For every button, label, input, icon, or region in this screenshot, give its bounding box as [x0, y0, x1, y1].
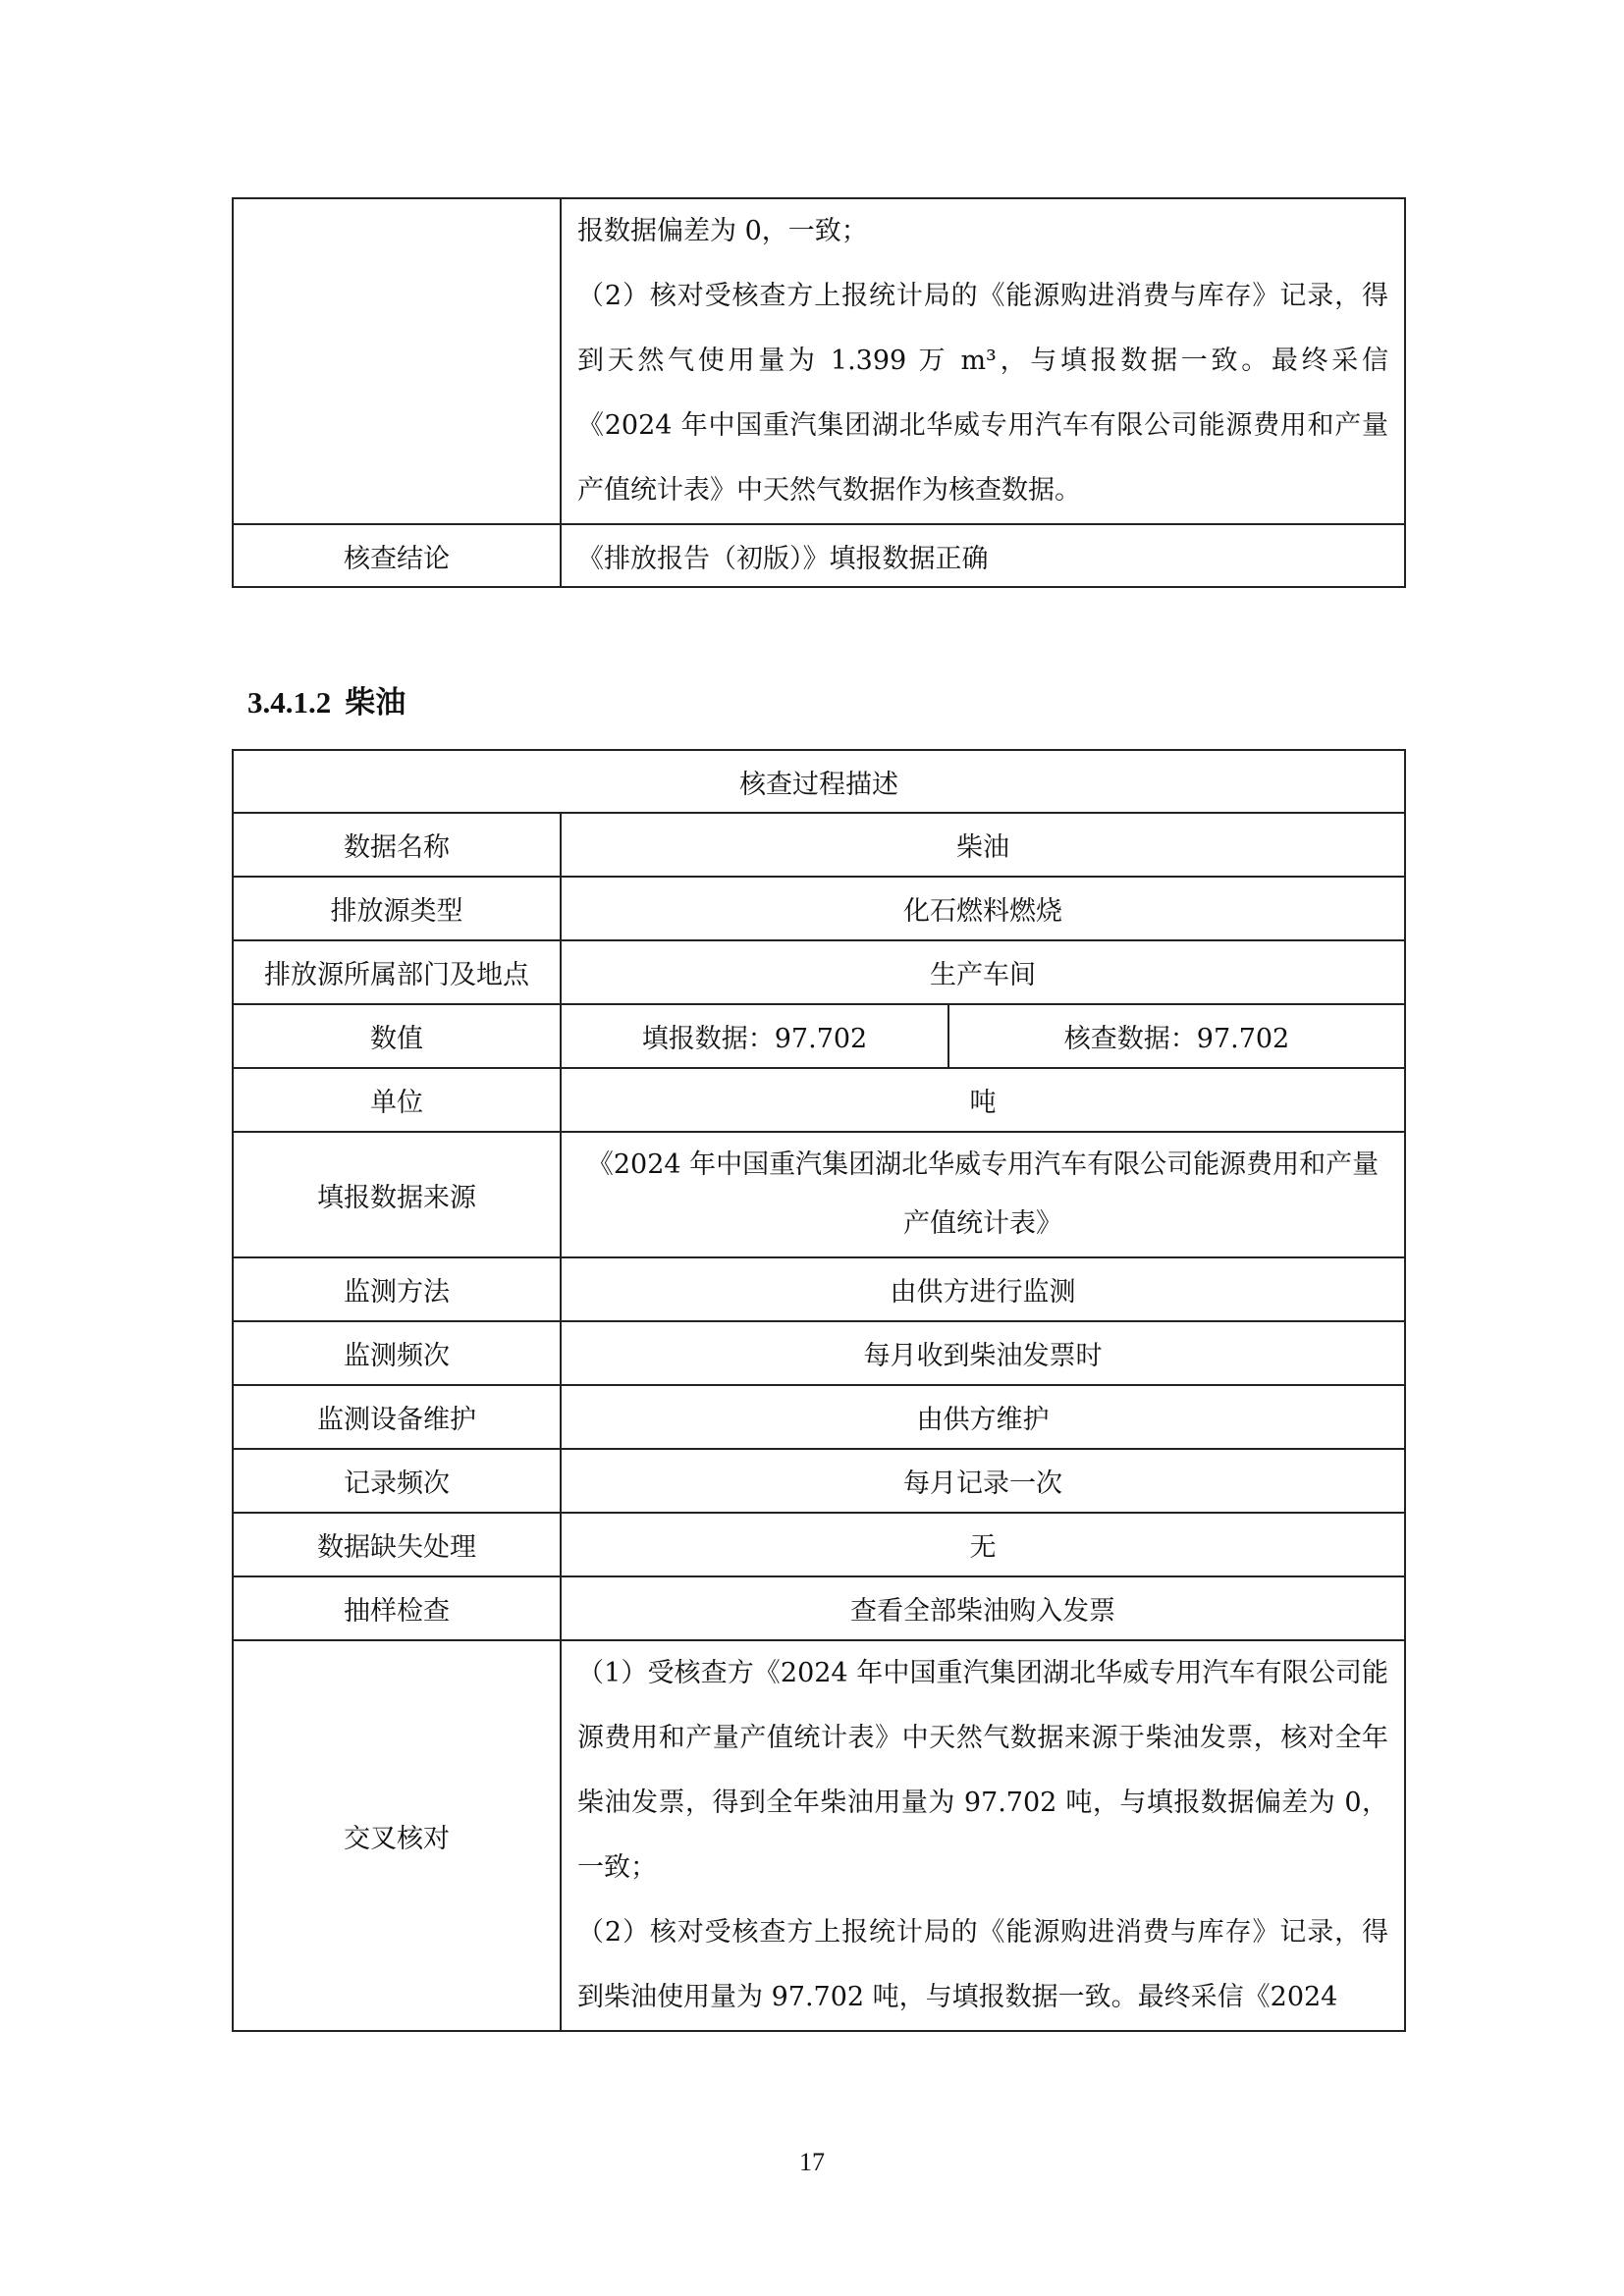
row-label: 抽样检查 [233, 1576, 561, 1640]
row-label: 监测设备维护 [233, 1385, 561, 1449]
row-label: 数据名称 [233, 813, 561, 877]
cross-check-paragraph: （2）核对受核查方上报统计局的《能源购进消费与库存》记录，得到柴油使用量为 97.702 吨，与填报数据一致。最终采信《2024 [577, 1917, 1389, 2012]
table-row [233, 1257, 1405, 1321]
row-label: 排放源所属部门及地点 [233, 940, 561, 1004]
row-value: 生产车间 [561, 940, 1405, 1004]
table-row [233, 1513, 1405, 1576]
numeric-value-row [233, 1004, 1405, 1068]
conclusion-label: 核查结论 [233, 524, 561, 587]
table-row [233, 1321, 1405, 1385]
conclusion-row [233, 524, 1405, 587]
cross-check-cell [561, 198, 1405, 524]
row-label: 监测方法 [233, 1257, 561, 1321]
table-row [233, 1068, 1405, 1132]
conclusion-value: 《排放报告（初版）》填报数据正确 [561, 524, 1405, 587]
row-label: 数值 [233, 1004, 561, 1068]
row-value: 由供方进行监测 [561, 1257, 1405, 1321]
table-row [233, 940, 1405, 1004]
diesel-verification-table [232, 749, 1406, 2032]
cross-check-paragraph: （2）核对受核查方上报统计局的《能源购进消费与库存》记录，得到天然气使用量为 1.399 万 m³，与填报数据一致。最终采信《2024 年中国重汽集团湖北华威专用汽车有限公司能源费用和产量产值统计表》中天然气数据作为核查数据。 [577, 281, 1388, 506]
table-row [233, 1132, 1405, 1257]
row-value: 每月收到柴油发票时 [561, 1321, 1405, 1385]
table-row [233, 1576, 1405, 1640]
cross-check-label: 交叉核对 [233, 1640, 561, 2031]
section-number: 3.4.1.2 [247, 685, 332, 720]
row-value: 由供方维护 [561, 1385, 1405, 1449]
table-row [233, 1449, 1405, 1513]
row-value: 吨 [561, 1068, 1405, 1132]
row-label: 数据缺失处理 [233, 1513, 561, 1576]
natural-gas-verification-table-continued [232, 197, 1406, 588]
section-heading [247, 677, 419, 721]
table-header-row [233, 750, 1405, 813]
table-row [233, 813, 1405, 877]
row-label: 单位 [233, 1068, 561, 1132]
empty-label-cell [233, 198, 561, 524]
row-value: 柴油 [561, 813, 1405, 877]
row-value: 化石燃料燃烧 [561, 877, 1405, 940]
row-label: 监测频次 [233, 1321, 561, 1385]
row-label: 填报数据来源 [233, 1132, 561, 1257]
row-value: 无 [561, 1513, 1405, 1576]
verified-value: 核查数据：97.702 [948, 1004, 1405, 1068]
row-value: 查看全部柴油购入发票 [561, 1576, 1405, 1640]
table-row [233, 1385, 1405, 1449]
table-row [233, 877, 1405, 940]
cross-check-line: 报数据偏差为 0，一致； [577, 216, 868, 246]
row-value: 每月记录一次 [561, 1449, 1405, 1513]
row-value: 《2024 年中国重汽集团湖北华威专用汽车有限公司能源费用和产量产值统计表》 [561, 1132, 1405, 1257]
row-label: 记录频次 [233, 1449, 561, 1513]
section-title: 柴油 [345, 685, 406, 720]
row-label: 排放源类型 [233, 877, 561, 940]
page-number: 17 [799, 2148, 825, 2176]
reported-value: 填报数据：97.702 [561, 1004, 948, 1068]
cross-check-paragraph: （1）受核查方《2024 年中国重汽集团湖北华威专用汽车有限公司能源费用和产量产值统计表》中天然气数据来源于柴油发票，核对全年柴油发票，得到全年柴油用量为 97.702 吨，与填报数据偏差为 0，一致； [577, 1658, 1389, 1883]
table-header: 核查过程描述 [233, 750, 1405, 813]
cross-check-cell [561, 1640, 1405, 2031]
cross-check-row [233, 1640, 1405, 2031]
cross-check-row-continued [233, 198, 1405, 524]
